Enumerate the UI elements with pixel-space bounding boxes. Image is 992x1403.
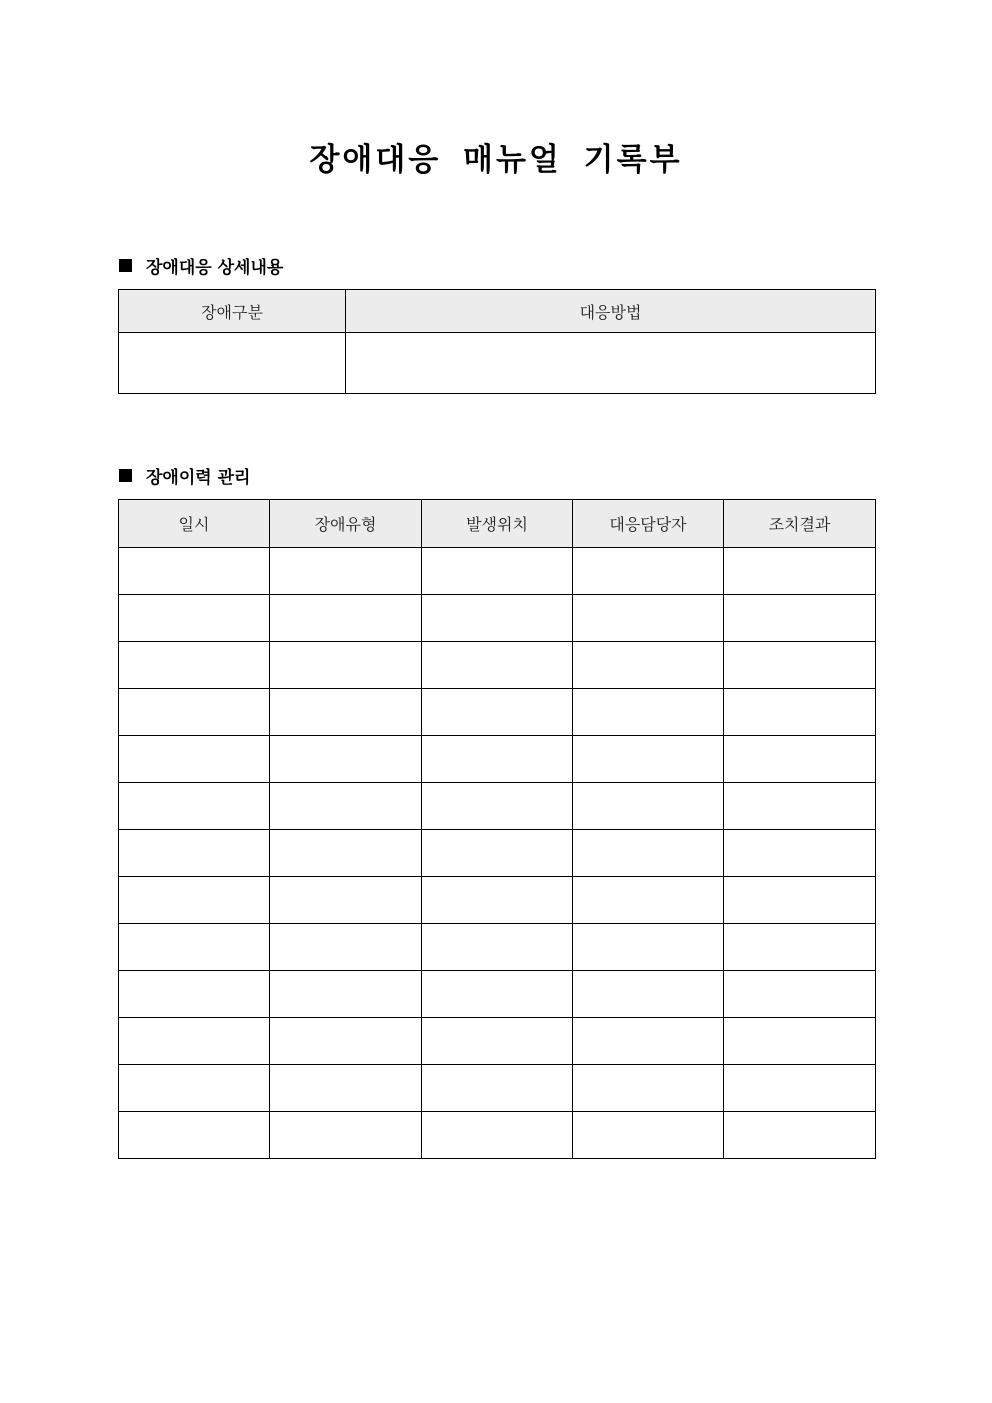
table-cell[interactable] [724, 548, 876, 595]
table-row [119, 877, 876, 924]
table-row [119, 1065, 876, 1112]
column-header-failure-type: 장애유형 [270, 500, 422, 548]
table-cell[interactable] [573, 971, 724, 1018]
table-cell[interactable] [270, 877, 422, 924]
table-cell[interactable] [270, 1112, 422, 1159]
table-cell[interactable] [270, 1065, 422, 1112]
table-cell[interactable] [422, 736, 573, 783]
table-cell[interactable] [422, 1065, 573, 1112]
table-cell[interactable] [422, 595, 573, 642]
table-cell[interactable] [724, 1065, 876, 1112]
table-cell[interactable] [119, 548, 270, 595]
table-cell[interactable] [724, 783, 876, 830]
table-cell[interactable] [422, 1018, 573, 1065]
section-heading-label: 장애대응 상세내용 [146, 257, 284, 278]
table-cell[interactable] [270, 1018, 422, 1065]
table-cell[interactable] [724, 877, 876, 924]
detail-table [118, 289, 876, 394]
column-header-failure-category: 장애구분 [119, 290, 346, 333]
square-bullet-icon [119, 259, 132, 272]
column-header-location: 발생위치 [422, 500, 573, 548]
table-cell[interactable] [270, 642, 422, 689]
table-cell[interactable] [724, 971, 876, 1018]
table-header-row [119, 290, 876, 333]
table-cell[interactable] [119, 333, 346, 394]
section-heading-detail [119, 253, 283, 277]
table-cell[interactable] [724, 1112, 876, 1159]
column-header-action-result: 조치결과 [724, 500, 876, 548]
table-cell[interactable] [724, 642, 876, 689]
table-cell[interactable] [270, 924, 422, 971]
table-cell[interactable] [573, 548, 724, 595]
table-cell[interactable] [573, 1065, 724, 1112]
table-row [119, 736, 876, 783]
table-cell[interactable] [270, 783, 422, 830]
table-cell[interactable] [422, 1112, 573, 1159]
table-cell[interactable] [422, 642, 573, 689]
column-header-datetime: 일시 [119, 500, 270, 548]
history-table [118, 499, 876, 1159]
table-cell[interactable] [422, 548, 573, 595]
table-cell[interactable] [422, 924, 573, 971]
table-cell[interactable] [724, 924, 876, 971]
table-cell[interactable] [422, 971, 573, 1018]
table-cell[interactable] [119, 971, 270, 1018]
page-title: 장애대응 매뉴얼 기록부 [309, 142, 683, 178]
table-cell[interactable] [346, 333, 876, 394]
table-row [119, 830, 876, 877]
table-cell[interactable] [119, 830, 270, 877]
table-cell[interactable] [119, 689, 270, 736]
table-row [119, 595, 876, 642]
table-cell[interactable] [573, 595, 724, 642]
table-cell[interactable] [724, 689, 876, 736]
table-cell[interactable] [724, 830, 876, 877]
table-cell[interactable] [724, 736, 876, 783]
table-row [119, 1018, 876, 1065]
table-cell[interactable] [119, 1018, 270, 1065]
table-cell[interactable] [573, 783, 724, 830]
table-row [119, 783, 876, 830]
table-cell[interactable] [119, 924, 270, 971]
table-cell[interactable] [573, 924, 724, 971]
table-cell[interactable] [270, 689, 422, 736]
table-cell[interactable] [573, 642, 724, 689]
section-heading-label: 장애이력 관리 [146, 467, 251, 488]
table-cell[interactable] [270, 595, 422, 642]
table-cell[interactable] [270, 548, 422, 595]
table-cell[interactable] [422, 783, 573, 830]
table-cell[interactable] [422, 830, 573, 877]
section-heading-history [119, 463, 250, 487]
table-cell[interactable] [422, 689, 573, 736]
table-row [119, 333, 876, 394]
table-cell[interactable] [119, 1065, 270, 1112]
table-row [119, 971, 876, 1018]
table-cell[interactable] [573, 877, 724, 924]
table-cell[interactable] [119, 877, 270, 924]
table-cell[interactable] [724, 1018, 876, 1065]
table-cell[interactable] [573, 736, 724, 783]
table-row [119, 924, 876, 971]
table-cell[interactable] [270, 971, 422, 1018]
column-header-response-method: 대응방법 [346, 290, 876, 333]
table-row [119, 1112, 876, 1159]
square-bullet-icon [119, 469, 132, 482]
table-cell[interactable] [573, 1112, 724, 1159]
table-cell[interactable] [119, 736, 270, 783]
table-row [119, 548, 876, 595]
table-cell[interactable] [573, 1018, 724, 1065]
table-row [119, 689, 876, 736]
table-cell[interactable] [119, 642, 270, 689]
table-cell[interactable] [270, 736, 422, 783]
column-header-responder: 대응담당자 [573, 500, 724, 548]
table-cell[interactable] [119, 1112, 270, 1159]
table-cell[interactable] [422, 877, 573, 924]
table-cell[interactable] [270, 830, 422, 877]
table-cell[interactable] [573, 830, 724, 877]
table-cell[interactable] [724, 595, 876, 642]
table-row [119, 642, 876, 689]
table-header-row [119, 500, 876, 548]
table-cell[interactable] [119, 783, 270, 830]
table-cell[interactable] [573, 689, 724, 736]
table-cell[interactable] [119, 595, 270, 642]
